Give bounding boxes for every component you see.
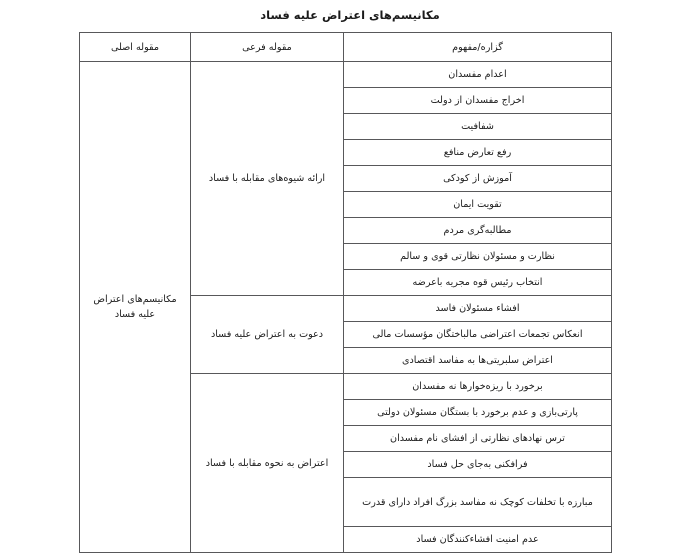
cell-concept: اخراج مفسدان از دولت xyxy=(344,88,612,114)
corruption-protest-mechanisms-table xyxy=(79,32,612,553)
cell-subcategory: ارائه شیوه‌های مقابله با فساد xyxy=(191,62,344,296)
cell-subcategory: اعتراض به نحوه مقابله با فساد xyxy=(191,374,344,553)
table-container xyxy=(93,32,612,553)
cell-concept: آموزش از کودکی xyxy=(344,166,612,192)
cell-concept: مطالبه‌گری مردم xyxy=(344,218,612,244)
cell-concept: افشاء مسئولان فاسد xyxy=(344,296,612,322)
table-body xyxy=(80,62,612,553)
cell-concept: انتخاب رئیس قوه مجریه باعرضه xyxy=(344,270,612,296)
cell-concept: پارتی‌بازی و عدم برخورد با بستگان مسئولان دولتی xyxy=(344,400,612,426)
cell-maincategory: مکانیسم‌های اعتراض علیه فساد xyxy=(80,62,191,553)
cell-subcategory: دعوت به اعتراض علیه فساد xyxy=(191,296,344,374)
cell-concept: فرافکنی به‌جای حل فساد xyxy=(344,452,612,478)
cell-concept: اعتراض سلبریتی‌ها به مفاسد اقتصادی xyxy=(344,348,612,374)
page-title: مکانیسم‌های اعتراض علیه فساد xyxy=(260,8,440,22)
table-row xyxy=(80,62,612,88)
cell-concept: نظارت و مسئولان نظارتی قوی و سالم xyxy=(344,244,612,270)
header-row xyxy=(80,33,612,62)
cell-concept: رفع تعارض منافع xyxy=(344,140,612,166)
cell-concept: انعکاس تجمعات اعتراضی مالباختگان مؤسسات مالی xyxy=(344,322,612,348)
cell-concept: شفافیت xyxy=(344,114,612,140)
cell-concept: ترس نهادهای نظارتی از افشای نام مفسدان xyxy=(344,426,612,452)
cell-concept: عدم امنیت افشاءکنندگان فساد xyxy=(344,527,612,553)
column-header-maincategory: مقوله اصلی xyxy=(80,33,191,62)
cell-concept: مبارزه با تخلفات کوچک نه مفاسد بزرگ افراد دارای قدرت xyxy=(344,478,612,527)
cell-concept: برخورد با ریزه‌خوارها نه مفسدان xyxy=(344,374,612,400)
column-header-subcategory: مقوله فرعی xyxy=(191,33,344,62)
column-header-concept: گزاره/مفهوم xyxy=(344,33,612,62)
cell-concept: اعدام مفسدان xyxy=(344,62,612,88)
cell-concept: تقویت ایمان xyxy=(344,192,612,218)
table-header xyxy=(80,33,612,62)
